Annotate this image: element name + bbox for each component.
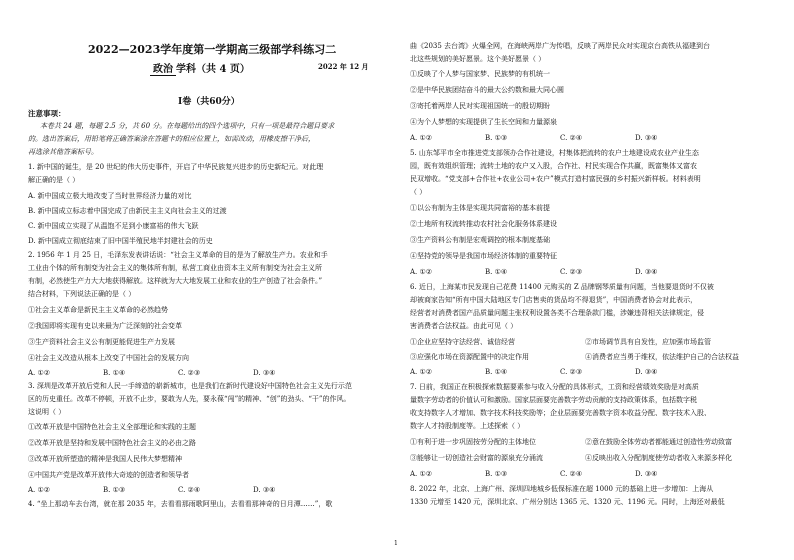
q5-item: ①以公有制为主体是实现共同富裕的基本前提 bbox=[410, 204, 550, 212]
q3-item: ②改革开放是坚持和发展中国特色社会主义的必由之路 bbox=[28, 439, 196, 447]
q4-item: ①反映了个人梦与国家梦、民族梦的有机统一 bbox=[410, 70, 550, 78]
q6-stem: 经营者对消费者国产品质量问题主张权利设置各类不合理条款门槛，涉嫌违背相关法律规定，侵 bbox=[410, 309, 704, 317]
q7-choice-a: A. ①② bbox=[410, 470, 433, 478]
q6-choices bbox=[410, 368, 766, 377]
q7-item: ④反映出收入分配制度使劳动者收入来源多样化 bbox=[585, 454, 732, 462]
q7-item: ③能够让一切创造社会财富的源泉充分涌流 bbox=[410, 454, 543, 462]
q4-choices bbox=[410, 134, 766, 143]
q1-option-c: C. 新中国成立实现了从温饱不足到小康富裕的伟大飞跃 bbox=[28, 222, 199, 230]
q6-item: ①企业应坚持守法经营、诚信经营 bbox=[410, 338, 515, 346]
q1-option-d: D. 新中国成立彻底结束了旧中国半殖民地半封建社会的历史 bbox=[28, 237, 213, 245]
q2-choices bbox=[28, 369, 386, 378]
q1-option-a: A. 新中国成立极大地改变了当时世界经济力量的对比 bbox=[28, 192, 192, 200]
q2-item: ④社会主义改造从根本上改变了中国社会的发展方向 bbox=[28, 354, 189, 362]
q3-choice-b: B. ①③ bbox=[103, 486, 126, 494]
notice-line: 再选涂其他答案标号。 bbox=[28, 148, 98, 156]
q2-choice-d: D. ③④ bbox=[253, 369, 276, 377]
q8-stem: 1330 元增至 1420 元，深圳北京、广州分别达 1365 元、1320 元、1196 元。同时，上海还对最低 bbox=[410, 498, 725, 506]
q4-item: ②是中华民族团结奋斗的最大公约数和最大同心圆 bbox=[410, 86, 564, 94]
exam-subject-line bbox=[150, 60, 250, 76]
q7-items-row bbox=[410, 454, 766, 463]
q4-choice-c: C. ②④ bbox=[560, 134, 583, 142]
q7-choice-c: C. ②④ bbox=[560, 470, 583, 478]
q6-choice-a: A. ①② bbox=[410, 368, 433, 376]
exam-title: 2022—2023学年度第一学期高三级部学科练习二 bbox=[88, 43, 337, 56]
q3-item: ①改革开放是中国特色社会主义全部理论和实践的主题 bbox=[28, 423, 196, 431]
q3-stem: 3. 深圳是改革开放后党和人民一手缔造的崭新城市，也是我们在新时代建设好中国特色社会主义先行示范 bbox=[28, 382, 352, 390]
q2-item: ③生产资料社会主义公有制更能促进生产力发展 bbox=[28, 338, 175, 346]
q2-stem: 结合材料，下列说法正确的是（ ） bbox=[28, 290, 136, 298]
q4-item: ④为个人梦想的实现提供了生长空间和力量源泉 bbox=[410, 118, 557, 126]
notice-line: 的。选出答案后，用铅笔将正确答案涂在答题卡的相应位置上，如需改动，用橡皮擦干净后， bbox=[28, 135, 315, 143]
q4-choice-b: B. ①③ bbox=[485, 134, 508, 142]
q3-stem: 这说明（ ） bbox=[28, 408, 66, 416]
q4-choice-d: D. ③④ bbox=[635, 134, 658, 142]
subject-suffix: 学科（共 4 页） bbox=[176, 64, 250, 75]
q2-stem: 工业由个体的所有制变为社会主义的集体所有制，私营工商业由资本主义所有制变为社会主义所 bbox=[28, 264, 322, 272]
q5-stem: 民双增收。“党支部+合作社+农业公司+农户”模式打造村富民强的乡村振兴新样板。材料表明 bbox=[410, 175, 701, 183]
q5-item: ④坚持党的领导是我国市场经济体制的重要特征 bbox=[410, 252, 557, 260]
q6-choice-c: C. ②③ bbox=[560, 368, 583, 376]
q3-choices bbox=[28, 486, 386, 495]
q3-choice-d: D. ③④ bbox=[253, 486, 276, 494]
q7-stem: 数字人才持股制度等。上述探索（ ） bbox=[410, 422, 525, 430]
q1-stem: 1. 新中国的诞生，是 20 世纪的伟大历史事件，开启了中华民族复兴进步的历史新纪元。对此理 bbox=[28, 163, 324, 171]
q3-item: ③改革开放所塑造的精神是我国人民伟大梦想精神 bbox=[28, 455, 182, 463]
q7-item: ①有利于进一步巩固按劳分配的主体地位 bbox=[410, 438, 536, 446]
q6-item: ④消费者应当勇于维权，依法维护自己的合法权益 bbox=[585, 353, 739, 361]
q5-stem: （ ） bbox=[410, 188, 427, 196]
notice-heading: 注意事项： bbox=[28, 109, 66, 118]
q6-stem: 却被商家告知“所有中国大陆地区专门店售卖的货品均不得退货”，中国消费者协会对此表示， bbox=[410, 296, 698, 304]
q7-choice-d: D. ③④ bbox=[635, 470, 658, 478]
q7-stem: 量数字劳动者的价值认可和激励。国家层面要完善数字劳动贡献的支持政策体系，包括数字税 bbox=[410, 396, 697, 404]
q2-stem: 2. 1956 年 1 月 25 日，毛泽东发表讲话说：“社会主义革命的目的是为了解放生产力。农业和手 bbox=[28, 251, 328, 259]
q6-stem: 6. 近日，上海某市民发现自己花费 11400 元购买的 Z 品牌钢琴质量有问题，当他要退货时不仅被 bbox=[410, 283, 714, 291]
q7-stem: 7. 日前，我国正在积极探索数据要素参与收入分配的具体形式，工资和经营绩效奖励是对高质 bbox=[410, 383, 699, 391]
q8-stem: 8. 2022 年，北京、上海广州、深圳四地城乡低保标准在超 1000 元的基础上进一步增加：上海从 bbox=[410, 485, 714, 493]
q5-item: ②土地所有权流转推动农村社会化服务体系建设 bbox=[410, 220, 557, 228]
q6-items-row bbox=[410, 338, 766, 347]
q4-stem: 曲《2035 去台湾》火爆全网，在海峡两岸广为传唱，反映了两岸民众对实现京台高铁从福建到台 bbox=[410, 42, 711, 50]
q5-stem: 园，既有效组织管理；流转土地的农户又入股，合作社、村民实现合作共赢，既富集体又富农 bbox=[410, 162, 697, 170]
q2-choice-c: C. ②③ bbox=[178, 369, 201, 377]
q5-choice-d: D. ③④ bbox=[635, 268, 658, 276]
q7-item: ②意在鼓励全体劳动者都能通过创造性劳动致富 bbox=[585, 438, 732, 446]
page-number: 1 bbox=[394, 540, 398, 547]
q5-choice-a: A. ①② bbox=[410, 268, 433, 276]
q4-item: ③寄托着两岸人民对实现祖国统一的殷切期盼 bbox=[410, 102, 550, 110]
q4-stem: 4. “坐上那动车去台湾，就在那 2035 年，去看看那雨歌阿里山，去看看那神奇的日月潭……”，歌 bbox=[28, 500, 333, 508]
q6-choice-b: B. ①④ bbox=[485, 368, 508, 376]
q7-items-row bbox=[410, 438, 766, 447]
q2-choice-a: A. ①② bbox=[28, 369, 51, 377]
q7-choice-b: B. ①③ bbox=[485, 470, 508, 478]
q7-stem: 收支持数字人才增加、数字技术科技奖励等；企业层面要完善数字资本收益分配、数字技术入股、 bbox=[410, 409, 711, 417]
q1-stem: 解正确的是（ ） bbox=[28, 176, 80, 184]
q4-stem: 北这些规划的美好愿景。这个美好愿景（ ） bbox=[410, 55, 546, 63]
q6-choice-d: D. ③④ bbox=[635, 368, 658, 376]
q5-choice-c: C. ②③ bbox=[560, 268, 583, 276]
q5-item: ③生产资料公有制是宏观调控的根本制度基础 bbox=[410, 236, 550, 244]
q6-item: ②市场调节具有自发性，应加强市场监管 bbox=[585, 338, 711, 346]
q2-item: ②我国即将实现有史以来最为广泛深刻的社会变革 bbox=[28, 322, 182, 330]
q2-choice-b: B. ①④ bbox=[103, 369, 126, 377]
q7-choices bbox=[410, 470, 766, 479]
q6-item: ③应强化市场在资源配置中的决定作用 bbox=[410, 353, 529, 361]
q3-stem: 区的历史重任。改革不停顿，开放不止步，要敢为人先，要永葆“闯”的精神、“创”的劲头、“干”的作风。 bbox=[28, 395, 351, 403]
q3-choice-c: C. ②④ bbox=[178, 486, 201, 494]
notice-line: 本卷共 24 题，每题 2.5 分，共 60 分。在每题给出的四个选项中，只有一项是最符合题目要求 bbox=[40, 122, 335, 130]
q2-stem: 有制，必然使生产力大大地获得解放。这样就为大大地发展工业和农业的生产创造了社会条件。” bbox=[28, 277, 323, 285]
section-title: I卷（共60分） bbox=[178, 97, 240, 107]
subject-name: 政治 bbox=[150, 60, 176, 76]
q6-items-row bbox=[410, 353, 766, 362]
q4-choice-a: A. ①② bbox=[410, 134, 433, 142]
q2-item: ①社会主义革命是新民主主义革命的必然趋势 bbox=[28, 306, 168, 314]
exam-date: 2022 年 12 月 bbox=[318, 62, 369, 71]
q5-stem: 5. 山东邹平市全市推进党支部领办合作社建设，村集体把流转的农户土地建设成农业产业生态 bbox=[410, 149, 699, 157]
q1-option-b: B. 新中国成立标志着中国完成了由新民主主义向社会主义的过渡 bbox=[28, 207, 227, 215]
q5-choice-b: B. ①④ bbox=[485, 268, 508, 276]
q6-stem: 害消费者合法权益。由此可见（ ） bbox=[410, 322, 518, 330]
q5-choices bbox=[410, 268, 766, 277]
q3-item: ④中国共产党是改革开放伟大奇迹的创造者和领导者 bbox=[28, 471, 189, 479]
q3-choice-a: A. ①② bbox=[28, 486, 51, 494]
